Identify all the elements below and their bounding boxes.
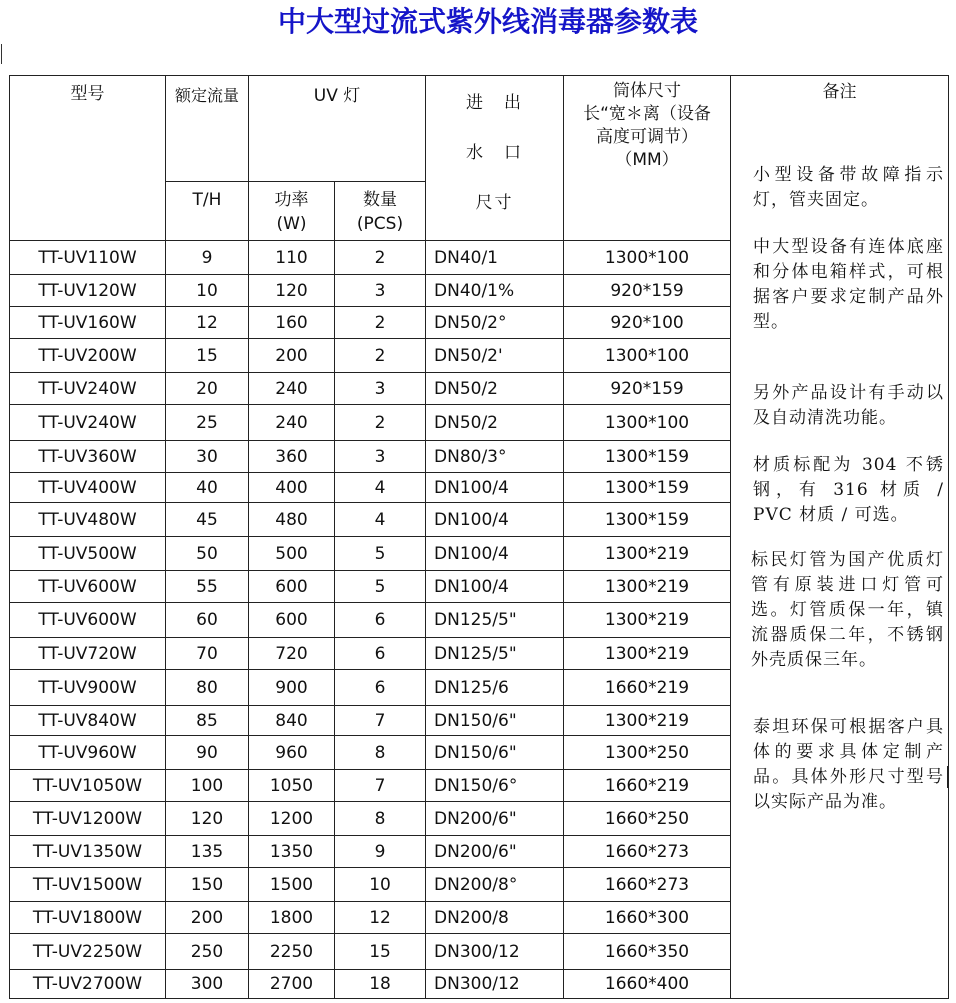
cell-power: 720: [249, 638, 335, 670]
cell-port: DN300/12: [426, 934, 564, 970]
cell-model: TT-UV1350W: [10, 836, 166, 868]
cell-power: 900: [249, 670, 335, 706]
cell-model: TT-UV1500W: [10, 868, 166, 902]
cell-qty: 12: [335, 902, 426, 934]
cell-qty: 3: [335, 441, 426, 473]
cell-size: 1300*219: [564, 706, 731, 736]
cell-flow: 135: [166, 836, 249, 868]
cell-size: 1300*100: [564, 241, 731, 275]
cell-size: 1300*159: [564, 503, 731, 537]
cell-model: TT-UV160W: [10, 307, 166, 339]
cell-power: 600: [249, 571, 335, 603]
header-size-line3: 高度可调节）: [596, 127, 699, 147]
cell-flow: 50: [166, 537, 249, 571]
cell-qty: 4: [335, 503, 426, 537]
header-power-label: 功率: [274, 190, 309, 210]
note-item: 中大型设备有连体底座和分体电箱样式，可根据客户要求定制产品外型。: [753, 237, 945, 332]
cell-port: DN80/3°: [426, 441, 564, 473]
header-flow-unit: T/H: [166, 182, 249, 241]
cell-size: 1300*159: [564, 441, 731, 473]
cell-size: 1300*219: [564, 603, 731, 638]
cell-port: DN50/2: [426, 405, 564, 441]
header-flow: 额定流量: [166, 76, 249, 182]
cell-port: DN125/6: [426, 670, 564, 706]
header-power-unit: (W): [276, 214, 307, 234]
cell-size: 1300*100: [564, 405, 731, 441]
cell-power: 600: [249, 603, 335, 638]
cell-model: TT-UV720W: [10, 638, 166, 670]
cell-port: DN125/5": [426, 603, 564, 638]
header-notes: 备注: [822, 82, 857, 102]
cell-qty: 7: [335, 706, 426, 736]
note-item: 另外产品设计有手动以及自动清洗功能。: [753, 383, 945, 428]
cell-port: DN50/2°: [426, 307, 564, 339]
parameter-table: [9, 75, 949, 999]
cell-power: 1500: [249, 868, 335, 902]
header-body-size: [564, 76, 731, 241]
cell-qty: 15: [335, 934, 426, 970]
cell-qty: 2: [335, 339, 426, 373]
cell-power: 1800: [249, 902, 335, 934]
cell-model: TT-UV960W: [10, 736, 166, 770]
cell-port: DN200/6": [426, 836, 564, 868]
cell-flow: 250: [166, 934, 249, 970]
cell-model: TT-UV400W: [10, 473, 166, 503]
cell-qty: 8: [335, 802, 426, 836]
page-title: 中大型过流式紫外线消毒器参数表: [277, 5, 698, 38]
cell-flow: 12: [166, 307, 249, 339]
cell-power: 240: [249, 373, 335, 405]
cell-flow: 60: [166, 603, 249, 638]
cell-port: DN50/2': [426, 339, 564, 373]
cell-port: DN40/1%: [426, 275, 564, 307]
cell-flow: 120: [166, 802, 249, 836]
header-uv-lamp: UV 灯: [249, 76, 426, 182]
cell-power: 360: [249, 441, 335, 473]
cell-power: 500: [249, 537, 335, 571]
header-qty: [335, 182, 426, 241]
cell-size: 1660*250: [564, 802, 731, 836]
cell-model: TT-UV2700W: [10, 970, 166, 999]
cell-port: DN200/8: [426, 902, 564, 934]
cell-model: TT-UV600W: [10, 571, 166, 603]
cell-qty: 5: [335, 571, 426, 603]
cell-model: TT-UV240W: [10, 405, 166, 441]
cell-qty: 6: [335, 603, 426, 638]
cell-port: DN50/2: [426, 373, 564, 405]
notes-cell: [731, 76, 949, 999]
cell-model: TT-UV240W: [10, 373, 166, 405]
cell-power: 400: [249, 473, 335, 503]
header-port-line2: 水 口: [466, 143, 524, 163]
cell-flow: 200: [166, 902, 249, 934]
cell-size: 1300*219: [564, 537, 731, 571]
cell-power: 480: [249, 503, 335, 537]
cell-model: TT-UV1800W: [10, 902, 166, 934]
cell-power: 110: [249, 241, 335, 275]
note-item: 泰坦环保可根据客户具体的要求具体定制产品。具体外形尺寸型号以实际产品为准。: [753, 717, 945, 812]
cell-model: TT-UV360W: [10, 441, 166, 473]
cell-flow: 40: [166, 473, 249, 503]
cell-qty: 2: [335, 307, 426, 339]
header-size-line2: 长“宽＊离（设备: [583, 104, 711, 124]
cell-model: TT-UV500W: [10, 537, 166, 571]
header-size-line1: 筒体尺寸: [613, 81, 682, 101]
cell-model: TT-UV120W: [10, 275, 166, 307]
header-qty-unit: (PCS): [356, 214, 404, 234]
cell-flow: 85: [166, 706, 249, 736]
cell-size: 1660*273: [564, 836, 731, 868]
cell-size: 1660*273: [564, 868, 731, 902]
cell-size: 1300*219: [564, 571, 731, 603]
cell-port: DN100/4: [426, 503, 564, 537]
header-port-size: [426, 76, 564, 241]
cell-model: TT-UV480W: [10, 503, 166, 537]
cell-power: 160: [249, 307, 335, 339]
cell-qty: 18: [335, 970, 426, 999]
cell-size: 1300*250: [564, 736, 731, 770]
cell-flow: 9: [166, 241, 249, 275]
cell-qty: 8: [335, 736, 426, 770]
cell-size: 920*159: [564, 275, 731, 307]
cell-size: 920*100: [564, 307, 731, 339]
cell-qty: 4: [335, 473, 426, 503]
header-power: [249, 182, 335, 241]
cell-power: 1200: [249, 802, 335, 836]
cell-port: DN100/4: [426, 537, 564, 571]
cell-flow: 45: [166, 503, 249, 537]
margin-mark: [1, 44, 2, 64]
cell-flow: 10: [166, 275, 249, 307]
cell-port: DN200/8°: [426, 868, 564, 902]
cell-model: TT-UV600W: [10, 603, 166, 638]
cell-power: 120: [249, 275, 335, 307]
cell-flow: 300: [166, 970, 249, 999]
cell-size: 1660*219: [564, 670, 731, 706]
cell-size: 1660*219: [564, 770, 731, 802]
header-row-1: [10, 76, 949, 182]
cell-model: TT-UV1200W: [10, 802, 166, 836]
cell-size: 920*159: [564, 373, 731, 405]
cell-size: 1300*219: [564, 638, 731, 670]
cell-port: DN100/4: [426, 571, 564, 603]
cell-port: DN125/5": [426, 638, 564, 670]
cell-port: DN100/4: [426, 473, 564, 503]
cell-flow: 55: [166, 571, 249, 603]
cell-power: 200: [249, 339, 335, 373]
cell-port: DN150/6": [426, 736, 564, 770]
cell-model: TT-UV110W: [10, 241, 166, 275]
cell-power: 1050: [249, 770, 335, 802]
cell-port: DN40/1: [426, 241, 564, 275]
cell-qty: 3: [335, 373, 426, 405]
cell-port: DN150/6°: [426, 770, 564, 802]
cell-size: 1300*159: [564, 473, 731, 503]
cell-power: 2250: [249, 934, 335, 970]
cell-power: 2700: [249, 970, 335, 999]
cell-port: DN150/6": [426, 706, 564, 736]
cell-flow: 30: [166, 441, 249, 473]
cell-flow: 100: [166, 770, 249, 802]
header-port-line1: 进 出: [466, 93, 524, 113]
header-size-line4: （MM）: [615, 150, 679, 170]
cell-model: TT-UV840W: [10, 706, 166, 736]
cell-qty: 6: [335, 670, 426, 706]
cell-qty: 10: [335, 868, 426, 902]
cell-flow: 90: [166, 736, 249, 770]
cell-qty: 3: [335, 275, 426, 307]
header-model: 型号: [10, 76, 166, 241]
header-qty-label: 数量: [363, 190, 397, 210]
cell-qty: 9: [335, 836, 426, 868]
header-port-line3: 尺寸: [475, 193, 514, 213]
cell-flow: 80: [166, 670, 249, 706]
cell-qty: 6: [335, 638, 426, 670]
cell-power: 240: [249, 405, 335, 441]
cell-size: 1660*400: [564, 970, 731, 999]
cell-port: DN200/6": [426, 802, 564, 836]
cell-power: 840: [249, 706, 335, 736]
cell-flow: 20: [166, 373, 249, 405]
note-item: 小型设备带故障指示灯，管夹固定。: [753, 165, 945, 210]
cell-qty: 2: [335, 405, 426, 441]
cell-flow: 25: [166, 405, 249, 441]
cell-size: 1660*300: [564, 902, 731, 934]
cell-power: 1350: [249, 836, 335, 868]
cell-model: TT-UV200W: [10, 339, 166, 373]
cell-model: TT-UV1050W: [10, 770, 166, 802]
note-item: 标民灯管为国产优质灯管有原装进口灯管可选。灯管质保一年，镇流器质保二年，不锈钢外壳质保三年。: [751, 550, 945, 670]
cell-model: TT-UV900W: [10, 670, 166, 706]
cell-flow: 70: [166, 638, 249, 670]
cell-flow: 150: [166, 868, 249, 902]
cell-qty: 7: [335, 770, 426, 802]
cell-size: 1300*100: [564, 339, 731, 373]
cell-size: 1660*350: [564, 934, 731, 970]
cell-flow: 15: [166, 339, 249, 373]
cell-qty: 2: [335, 241, 426, 275]
cell-qty: 5: [335, 537, 426, 571]
note-item: 材质标配为 304 不锈钢，有 316 材质 / PVC 材质 / 可选。: [753, 455, 945, 525]
cell-power: 960: [249, 736, 335, 770]
cell-model: TT-UV2250W: [10, 934, 166, 970]
cell-port: DN300/12: [426, 970, 564, 999]
